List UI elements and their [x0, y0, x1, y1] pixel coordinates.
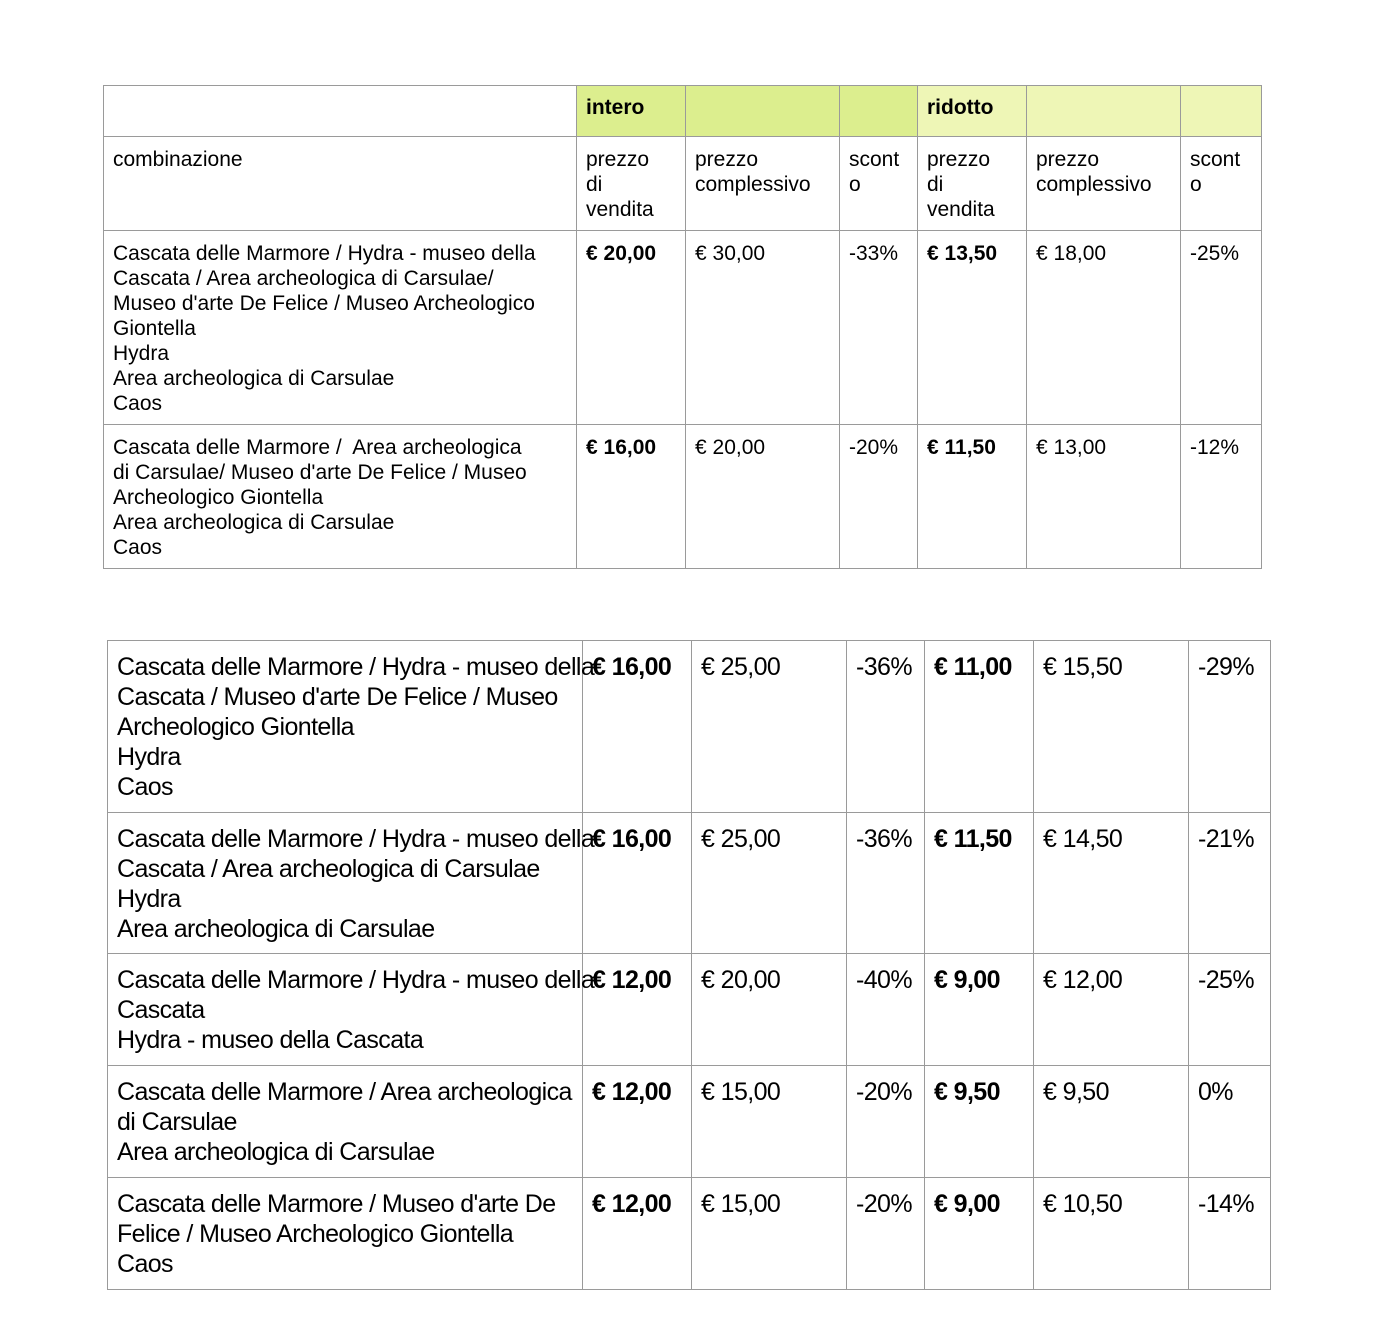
combination-line: Cascata / Area archeologica di Carsulae	[117, 855, 540, 883]
table-row	[104, 425, 1262, 569]
header-line: prezzo	[586, 148, 650, 171]
intero-sconto-cell: -36%	[847, 813, 925, 954]
intero-vendita-cell: € 12,00	[583, 954, 692, 1066]
table-row	[108, 954, 1271, 1066]
header-line: o	[849, 173, 861, 196]
ridotto-sconto-cell: -25%	[1181, 231, 1262, 425]
column-header-combinazione	[104, 137, 577, 231]
combination-line: Caos	[113, 392, 163, 415]
ridotto-header-fill	[1181, 86, 1262, 137]
column-header-ridotto-complessivo	[1027, 137, 1181, 231]
intero-sconto-cell: -20%	[847, 1066, 925, 1178]
column-header-intero-complessivo	[686, 137, 840, 231]
combination-line: Archeologico Giontella	[117, 713, 354, 741]
ridotto-sconto-cell: 0%	[1189, 1066, 1271, 1178]
combination-line: Hydra	[117, 885, 181, 913]
combination-line: Area archeologica di Carsulae	[113, 367, 395, 390]
header-band-empty	[104, 86, 577, 137]
combination-line: Museo d'arte De Felice / Museo Archeologico	[113, 292, 535, 315]
intero-vendita-cell: € 12,00	[583, 1178, 692, 1290]
price-table-2	[107, 640, 1271, 1290]
header-line: combinazione	[113, 148, 243, 171]
combination-cell	[108, 1178, 583, 1290]
column-header-intero-sconto	[840, 137, 918, 231]
intero-complessivo-cell: € 20,00	[686, 425, 840, 569]
header-line: prezzo	[927, 148, 991, 171]
combination-line: Caos	[117, 773, 173, 801]
table-row	[108, 813, 1271, 954]
combination-line: Cascata delle Marmore / Hydra - museo della	[117, 653, 595, 681]
combination-cell	[108, 813, 595, 954]
combination-line: Cascata delle Marmore / Museo d'arte De	[117, 1190, 556, 1218]
ridotto-complessivo-cell: € 9,50	[1034, 1066, 1189, 1178]
ridotto-sconto-cell: -12%	[1181, 425, 1262, 569]
ridotto-complessivo-cell: € 13,00	[1027, 425, 1181, 569]
ridotto-vendita-cell: € 9,00	[925, 954, 1034, 1066]
ridotto-complessivo-cell: € 15,50	[1034, 641, 1189, 813]
combination-cell	[104, 231, 577, 425]
intero-vendita-cell: € 12,00	[583, 1066, 692, 1178]
header-line: di	[586, 173, 603, 196]
ridotto-complessivo-cell: € 14,50	[1034, 813, 1189, 954]
combination-line: Area archeologica di Carsulae	[113, 511, 395, 534]
column-header-intero-vendita	[577, 137, 686, 231]
combination-line: Hydra - museo della Cascata	[117, 1026, 424, 1054]
header-line: vendita	[927, 198, 995, 221]
intero-complessivo-cell: € 25,00	[692, 813, 847, 954]
intero-sconto-cell: -33%	[840, 231, 918, 425]
intero-complessivo-cell: € 25,00	[692, 641, 847, 813]
intero-sconto-cell: -40%	[847, 954, 925, 1066]
ridotto-sconto-cell: -29%	[1189, 641, 1271, 813]
table-row	[108, 1066, 1271, 1178]
header-band-row	[104, 86, 1262, 137]
intero-header-fill	[840, 86, 918, 137]
ridotto-header-fill	[1027, 86, 1181, 137]
intero-complessivo-cell: € 15,00	[692, 1066, 847, 1178]
column-header-row	[104, 137, 1262, 231]
combination-cell	[108, 1066, 583, 1178]
combination-line: Cascata delle Marmore / Hydra - museo della	[117, 966, 595, 994]
combination-line: Archeologico Giontella	[113, 486, 324, 509]
header-line: complessivo	[1036, 173, 1152, 196]
ridotto-complessivo-cell: € 10,50	[1034, 1178, 1189, 1290]
ridotto-vendita-cell: € 9,00	[925, 1178, 1034, 1290]
intero-header-fill	[686, 86, 840, 137]
combination-cell	[108, 641, 595, 813]
header-line: vendita	[586, 198, 654, 221]
ridotto-vendita-cell: € 11,00	[925, 641, 1034, 813]
combination-line: di Carsulae	[117, 1108, 237, 1136]
price-table-1	[103, 85, 1262, 569]
intero-complessivo-cell: € 30,00	[686, 231, 840, 425]
combination-line: Giontella	[113, 317, 196, 340]
header-line: prezzo	[695, 148, 759, 171]
ridotto-sconto-cell: -21%	[1189, 813, 1271, 954]
combination-line: Cascata	[117, 996, 205, 1024]
header-line: complessivo	[695, 173, 811, 196]
header-line: di	[927, 173, 944, 196]
combination-line: Cascata delle Marmore / Hydra - museo della	[113, 242, 536, 265]
combination-line: Felice / Museo Archeologico Giontella	[117, 1220, 514, 1248]
ridotto-vendita-cell: € 13,50	[918, 231, 1027, 425]
header-line: scont	[849, 148, 900, 171]
header-line: prezzo	[1036, 148, 1100, 171]
combination-line: Cascata / Area archeologica di Carsulae/	[113, 267, 494, 290]
combination-cell	[104, 425, 577, 569]
combination-cell	[108, 954, 595, 1066]
ridotto-sconto-cell: -25%	[1189, 954, 1271, 1066]
table-row	[104, 231, 1262, 425]
ridotto-complessivo-cell: € 18,00	[1027, 231, 1181, 425]
combination-line: Cascata delle Marmore / Area archeologica	[113, 436, 522, 459]
intero-complessivo-cell: € 15,00	[692, 1178, 847, 1290]
intero-sconto-cell: -20%	[847, 1178, 925, 1290]
column-header-ridotto-vendita	[918, 137, 1027, 231]
intero-vendita-cell: € 16,00	[577, 425, 686, 569]
combination-line: Cascata / Museo d'arte De Felice / Museo	[117, 683, 558, 711]
header-line: scont	[1190, 148, 1241, 171]
ridotto-header: ridotto	[918, 86, 1027, 137]
table-row	[108, 641, 1271, 813]
combination-line: di Carsulae/ Museo d'arte De Felice / Museo	[113, 461, 527, 484]
combination-line: Hydra	[117, 743, 181, 771]
combination-line: Caos	[117, 1250, 173, 1278]
combination-line: Area archeologica di Carsulae	[117, 915, 435, 943]
ridotto-vendita-cell: € 11,50	[925, 813, 1034, 954]
combination-line: Cascata delle Marmore / Area archeologica	[117, 1078, 572, 1106]
ridotto-vendita-cell: € 11,50	[918, 425, 1027, 569]
combination-line: Cascata delle Marmore / Hydra - museo della	[117, 825, 595, 853]
intero-vendita-cell: € 16,00	[583, 641, 692, 813]
header-line: o	[1190, 173, 1202, 196]
combination-line: Area archeologica di Carsulae	[117, 1138, 435, 1166]
intero-vendita-cell: € 16,00	[583, 813, 692, 954]
intero-sconto-cell: -20%	[840, 425, 918, 569]
intero-sconto-cell: -36%	[847, 641, 925, 813]
column-header-ridotto-sconto	[1181, 137, 1262, 231]
intero-header: intero	[577, 86, 686, 137]
combination-line: Caos	[113, 536, 163, 559]
table-row	[108, 1178, 1271, 1290]
intero-vendita-cell: € 20,00	[577, 231, 686, 425]
ridotto-complessivo-cell: € 12,00	[1034, 954, 1189, 1066]
ridotto-sconto-cell: -14%	[1189, 1178, 1271, 1290]
combination-line: Hydra	[113, 342, 170, 365]
intero-complessivo-cell: € 20,00	[692, 954, 847, 1066]
ridotto-vendita-cell: € 9,50	[925, 1066, 1034, 1178]
